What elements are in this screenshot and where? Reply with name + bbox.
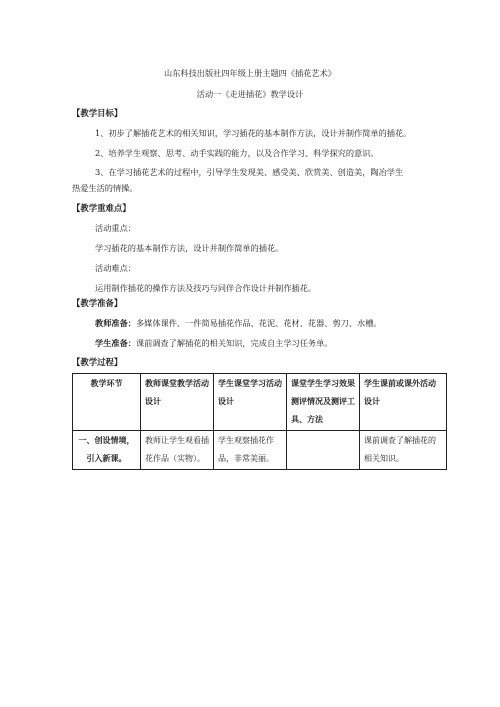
focus-text: 学习插花的基本制作方法，设计并制作简单的插花。 (95, 243, 284, 253)
focus-label: 活动重点： (95, 223, 136, 233)
difficulty-label: 活动难点： (95, 263, 136, 273)
column-header: 教师课堂教学活动设计 (141, 374, 214, 431)
goal-item-continued: 热爱生活的情操。 (72, 183, 138, 193)
student-preparation-label: 学生准备： (95, 338, 136, 348)
column-header: 教学环节 (73, 374, 141, 431)
section-heading-key-points: 【教学重难点】 (72, 203, 131, 213)
document-title: 山东科技出版社四年级上册主题四《插花艺术》 (164, 68, 336, 78)
table-row (73, 431, 447, 470)
process-table (72, 373, 447, 470)
teacher-preparation (95, 317, 382, 329)
goal-item: 1、初步了解插花艺术的相关知识，学习插花的基本制作方法，设计并制作简单的插花。 (95, 128, 412, 138)
column-header: 学生课堂学习活动设计 (214, 374, 287, 431)
table-cell-stage: 一、创设情境，引入新课。 (73, 431, 141, 470)
table-header-row (73, 374, 447, 431)
section-heading-goals: 【教学目标】 (72, 108, 123, 118)
goal-item: 3、在学习插花艺术的过程中，引导学生发现美、感受美、欣赏美、创造美，陶冶学生 (95, 167, 404, 177)
table-cell-student: 学生观察插花作品，非常美丽。 (214, 431, 287, 470)
goal-item: 2、培养学生观察、思考、动手实践的能力，以及合作学习、科学探究的意识。 (95, 148, 379, 158)
table-cell-extra: 课前调查了解插花的相关知识。 (360, 431, 447, 470)
difficulty-text: 运用制作插花的操作方法及技巧与同伴合作设计并制作插花。 (95, 283, 317, 293)
table-cell-assessment (287, 431, 360, 470)
section-heading-process: 【教学过程】 (72, 357, 123, 367)
document-subtitle: 活动一《走进插花》教学设计 (196, 89, 304, 99)
teacher-preparation-label: 教师准备： (95, 318, 136, 328)
column-header: 学生课前或课外活动设计 (360, 374, 447, 431)
section-heading-preparation: 【教学准备】 (72, 298, 123, 308)
student-preparation-text: 课前调查了解插花的相关知识，完成自主学习任务单。 (135, 338, 333, 348)
student-preparation (95, 337, 332, 349)
teacher-preparation-text: 多媒体课件、一件简易插花作品、花泥、花材、花器、剪刀、水槽。 (135, 318, 382, 328)
column-header: 课堂学生学习效果测评情况及测评工具、方法 (287, 374, 360, 431)
table-cell-teacher: 教师让学生观看插花作品（实物）。 (141, 431, 214, 470)
